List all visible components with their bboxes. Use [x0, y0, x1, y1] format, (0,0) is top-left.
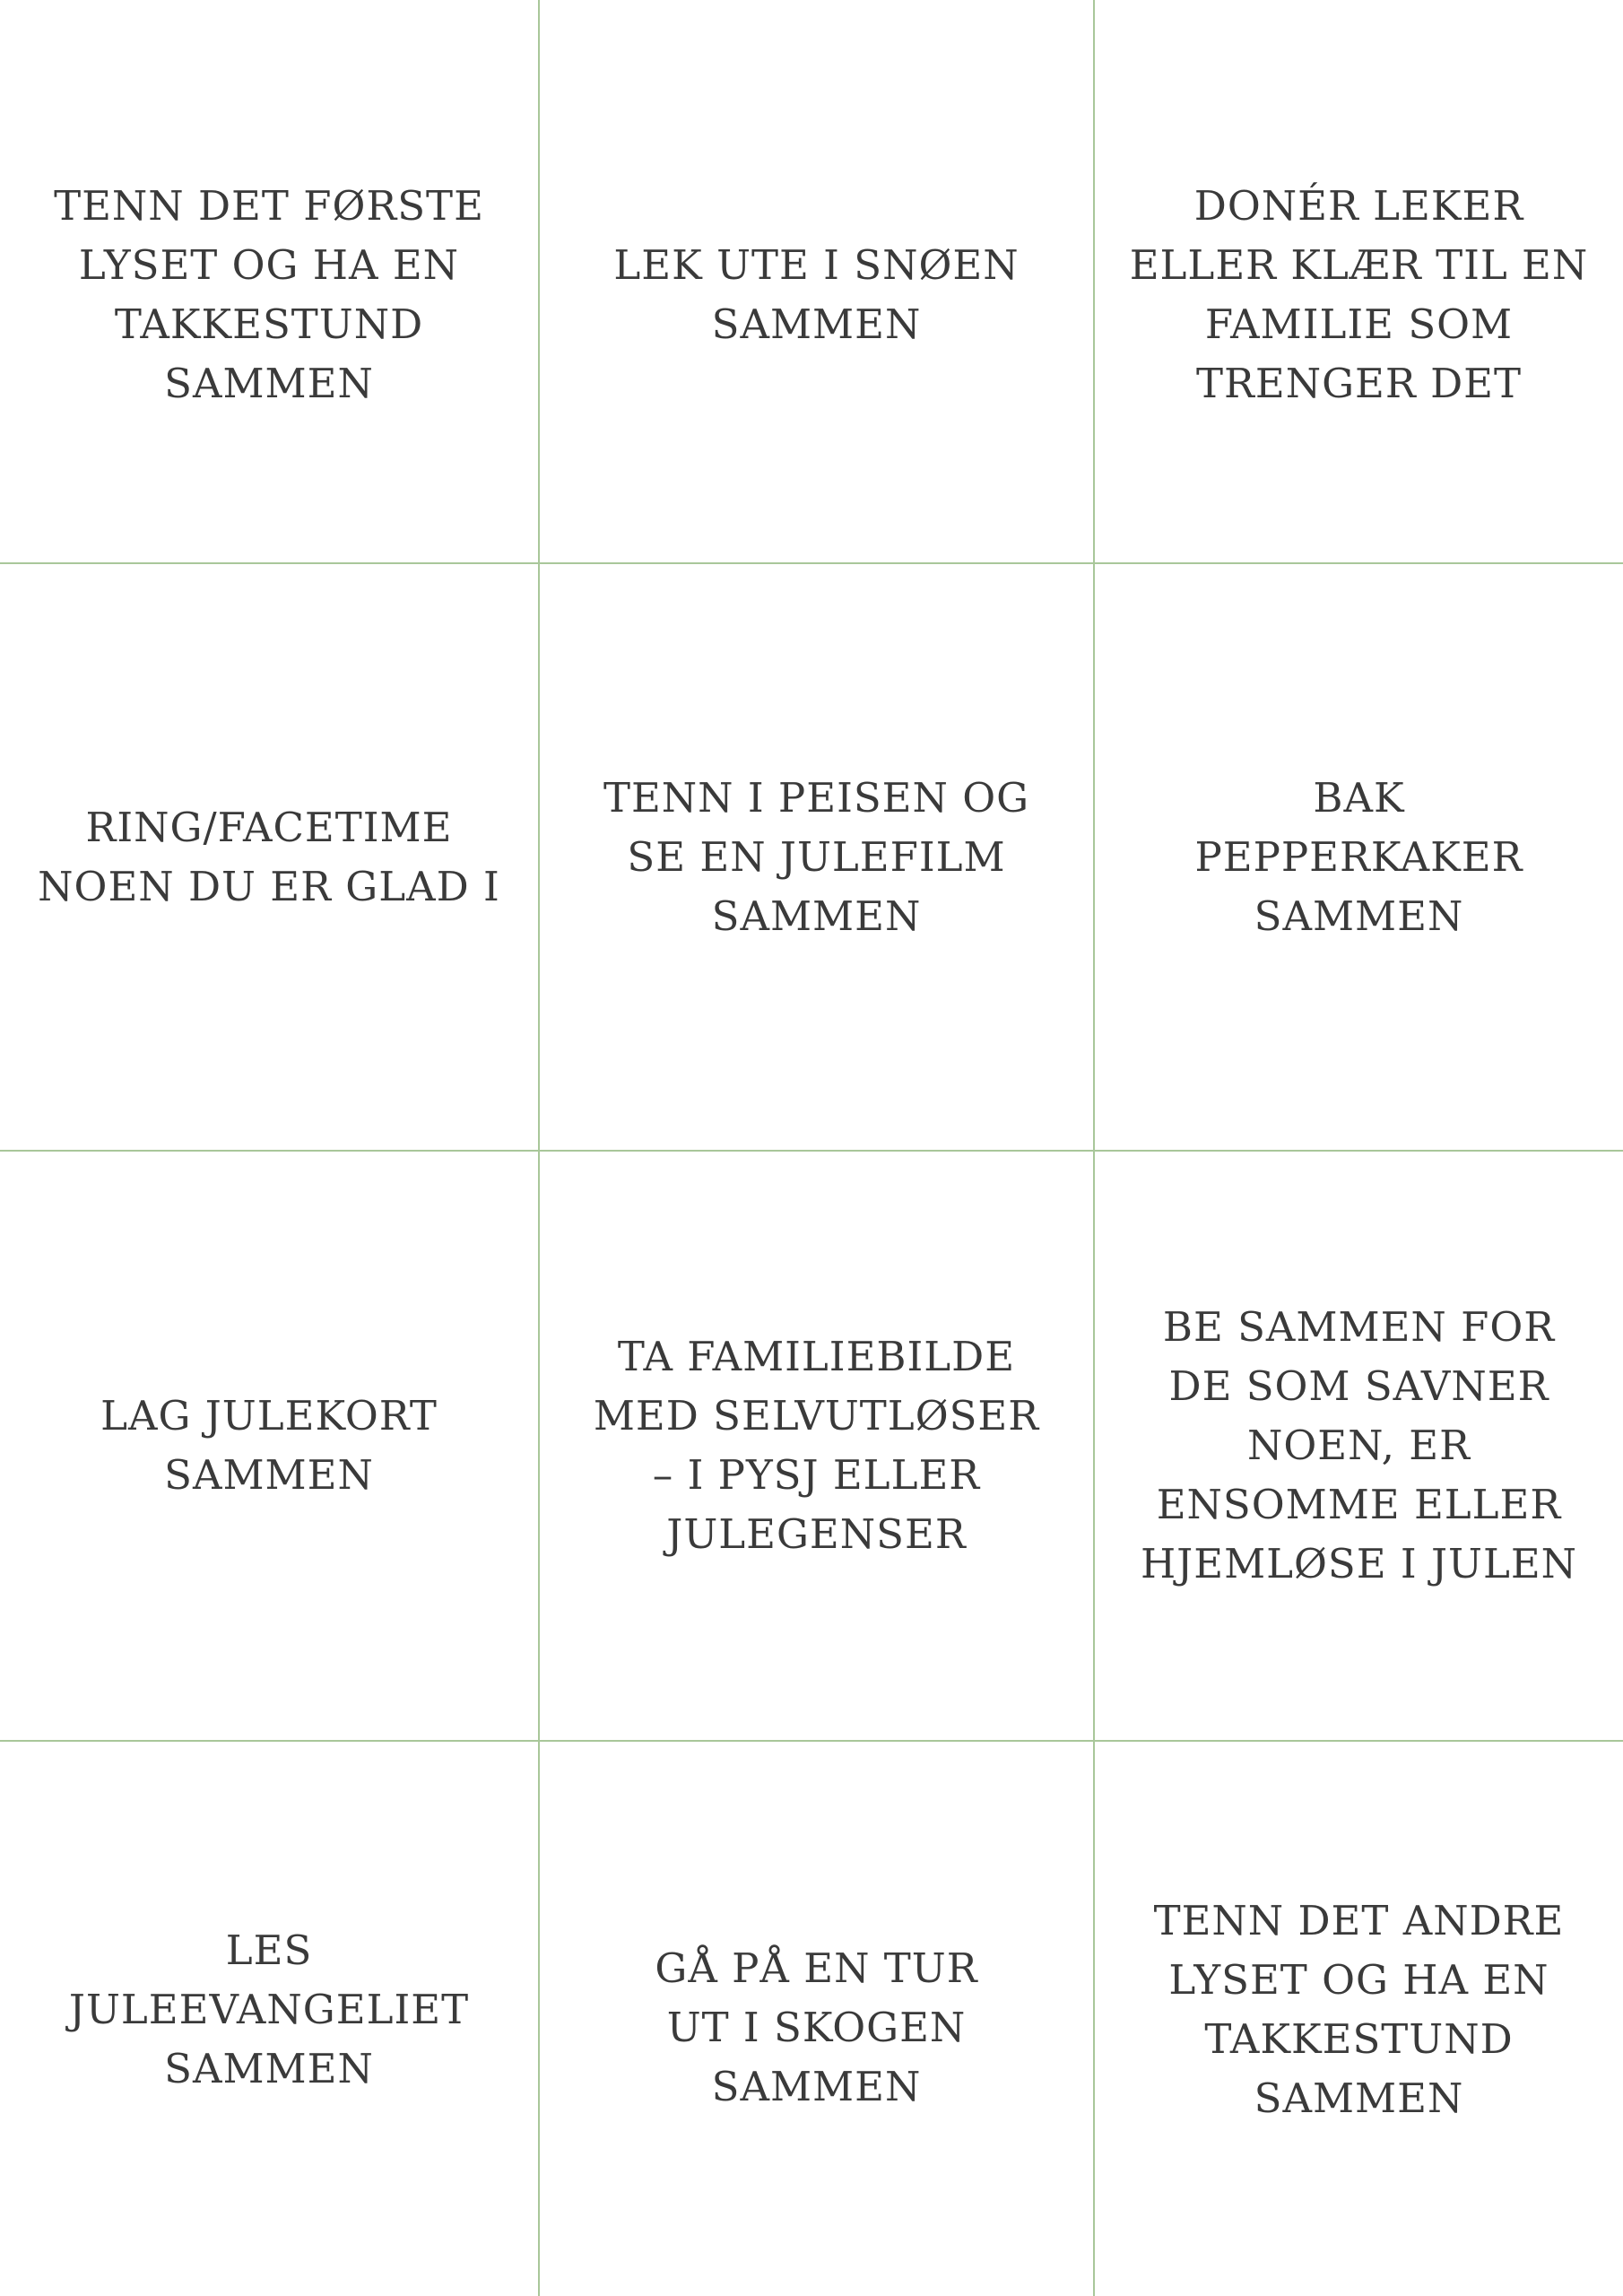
activity-card [0, 564, 538, 1150]
activity-card-text: GÅ PÅ EN TUR UT I SKOGEN SAMMEN [655, 1944, 978, 2110]
activity-card [540, 1152, 1093, 1740]
activity-card [1095, 1152, 1623, 1740]
activity-card [0, 1742, 538, 2296]
activity-card [1095, 1742, 1623, 2296]
activity-card-text: LES JULEEVANGELIET SAMMEN [68, 1926, 470, 2092]
activity-card [540, 0, 1093, 562]
activity-card-text: TENN DET ANDRE LYSET OG HA EN TAKKESTUND SAMMEN [1153, 1897, 1565, 2122]
activity-card [540, 1742, 1093, 2296]
activity-card-text: RING/FACETIME NOEN DU ER GLAD I [38, 803, 500, 910]
activity-card [0, 0, 538, 562]
activity-card-text: TENN I PEISEN OG SE EN JULEFILM SAMMEN [603, 773, 1030, 940]
activity-card [0, 1152, 538, 1740]
activity-card-text: BAK PEPPERKAKER SAMMEN [1194, 773, 1523, 940]
activity-card [1095, 0, 1623, 562]
activity-card [540, 564, 1093, 1150]
activity-card-text: BE SAMMEN FOR DE SOM SAVNER NOEN, ER ENSOMME ELLER HJEMLØSE I JULEN [1140, 1303, 1578, 1587]
activity-card-text: DONÉR LEKER ELLER KLÆR TIL EN FAMILIE SOM TRENGER DET [1129, 181, 1589, 407]
activity-card-text: TA FAMILIEBILDE MED SELVUTLØSER – I PYSJ ELLER JULEGENSER [593, 1333, 1040, 1558]
activity-card [1095, 564, 1623, 1150]
activity-card-text: LAG JULEKORT SAMMEN [100, 1392, 438, 1499]
activity-card-text: TENN DET FØRSTE LYSET OG HA EN TAKKESTUND SAMMEN [54, 181, 484, 407]
activity-card-text: LEK UTE I SNØEN SAMMEN [613, 240, 1020, 348]
